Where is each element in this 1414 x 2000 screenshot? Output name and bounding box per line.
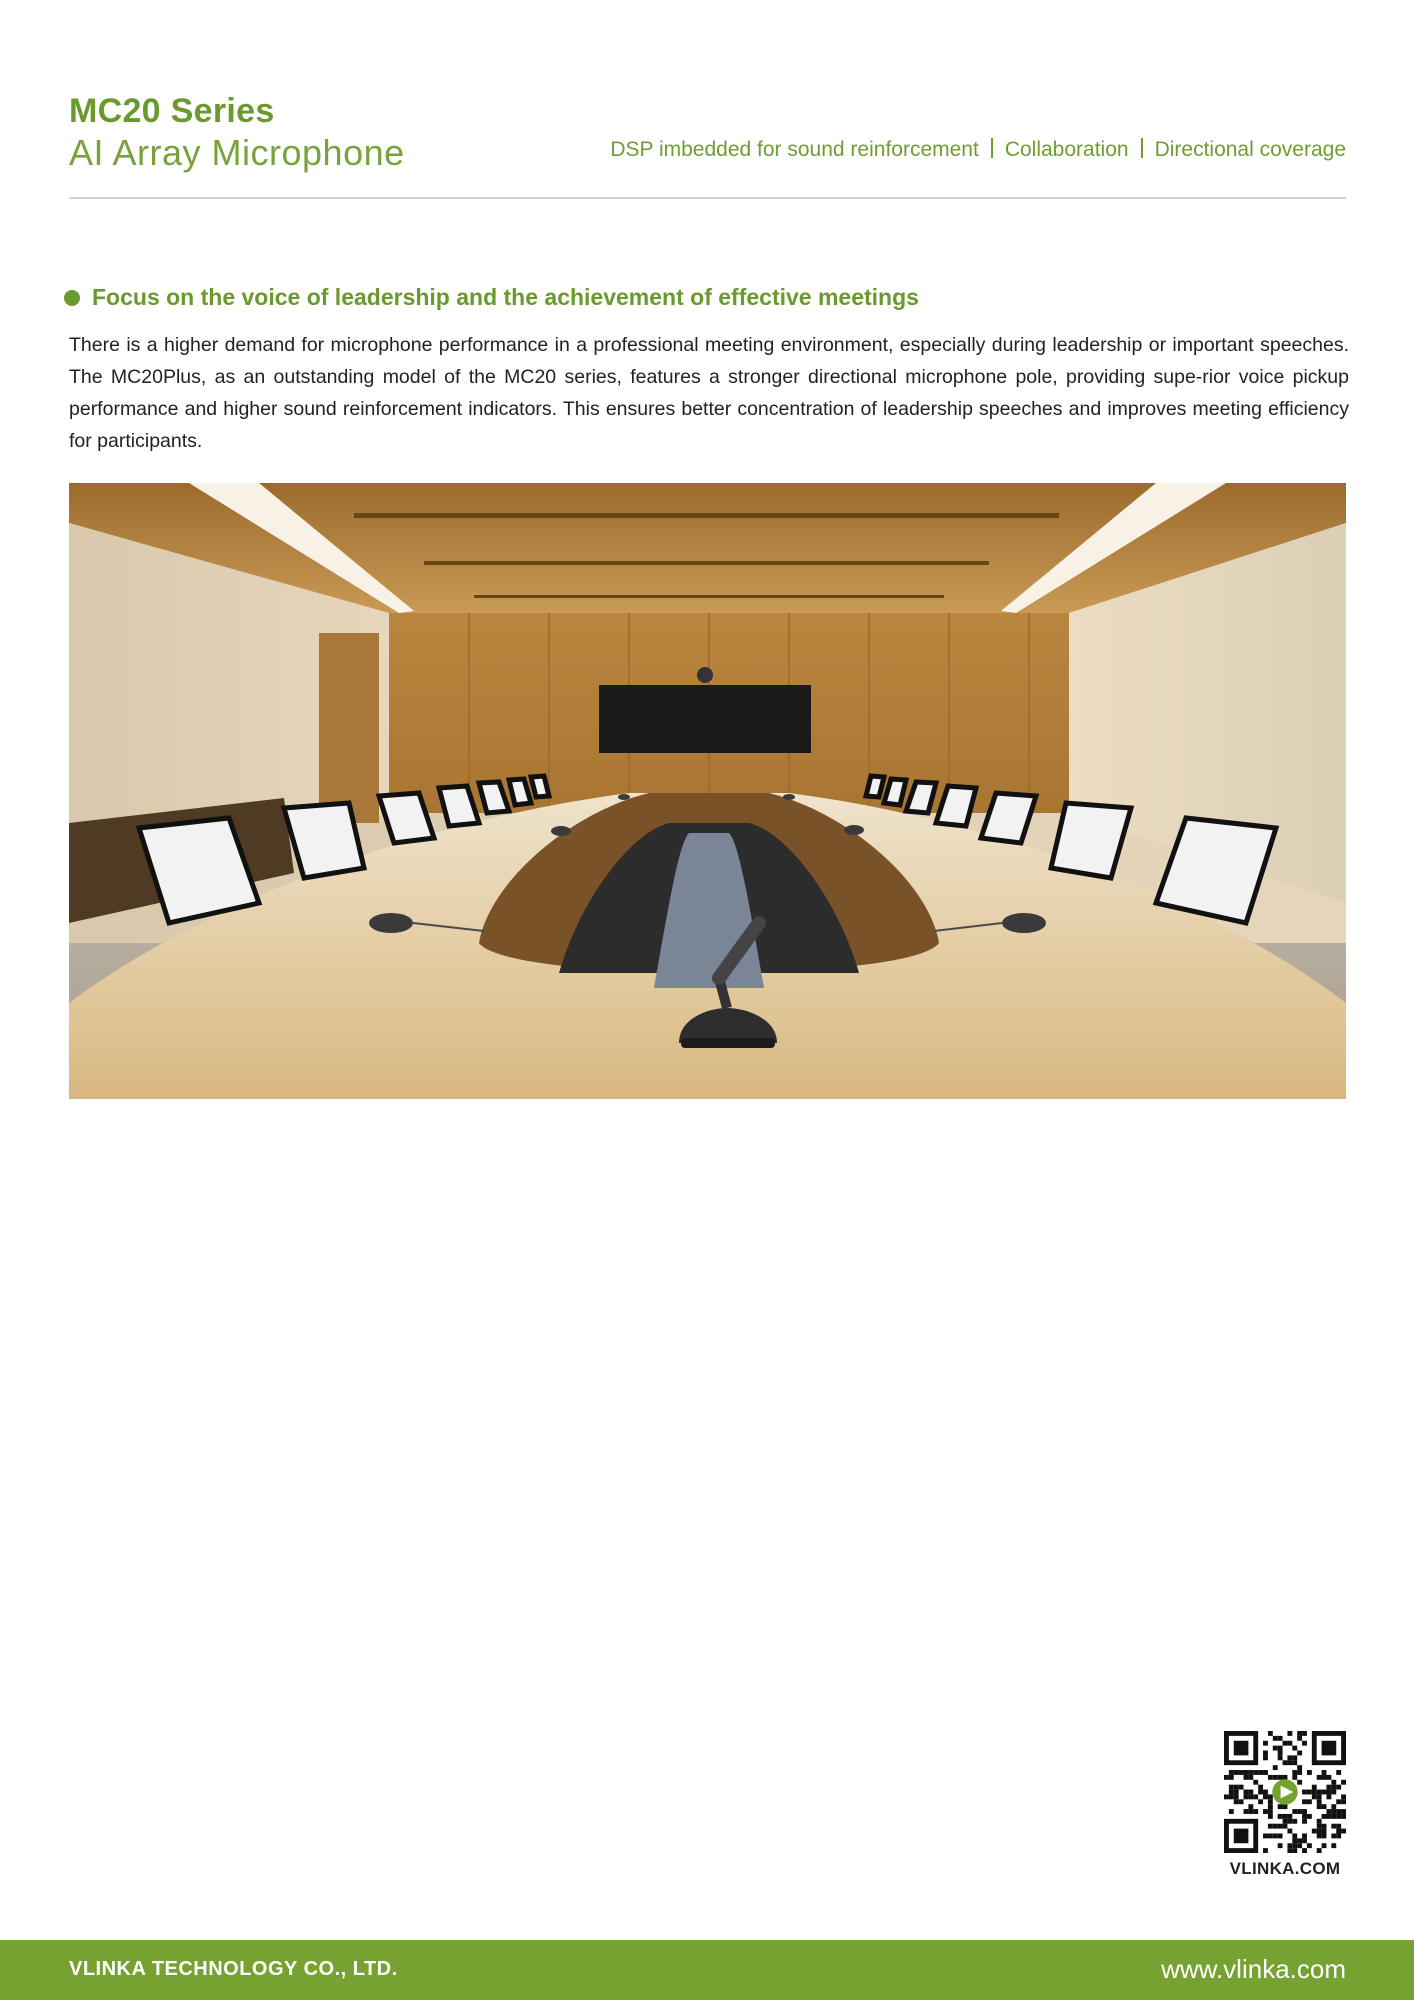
conference-room-illustration [69,483,1346,1099]
footer-company: VLINKA TECHNOLOGY CO., LTD. [69,1958,398,1980]
series-title: MC20 Series [69,92,275,130]
header-divider [69,197,1346,199]
qr-label: VLINKA.COM [1229,1859,1341,1878]
bullet-icon [64,290,80,306]
section-body: There is a higher demand for microphone performance in a professional meeting environment, especially during leadership or important speeches. The MC20Plus, as an outstanding model of the MC20 series, features a stronger directional microphone pole, providing supe-rior voice pickup performance and higher sound reinforcement indicators. This ensures better concentration of leadership speeches and improves meeting efficiency for participants. [69,334,1349,452]
page-header [69,92,1346,198]
tagline-dsp: DSP imbedded for sound reinforcement [610,138,979,161]
qr-code-block [1224,1731,1346,1879]
section-title: Focus on the voice of leadership and the achievement of effective meetings [92,284,919,310]
qr-code-icon[interactable] [1224,1731,1346,1853]
tagline-separator [1141,138,1143,158]
conference-room-photo [69,483,1346,1099]
tagline-collaboration: Collaboration [1004,138,1129,161]
tagline-coverage: Directional coverage [1154,138,1346,161]
section-heading [64,284,919,311]
footer-url-link[interactable]: www.vlinka.com [1161,1954,1346,1984]
series-subtitle: AI Array Microphone [69,132,405,173]
footer-bar [0,1940,1414,2000]
tagline [610,138,1346,162]
tagline-separator [991,138,993,158]
